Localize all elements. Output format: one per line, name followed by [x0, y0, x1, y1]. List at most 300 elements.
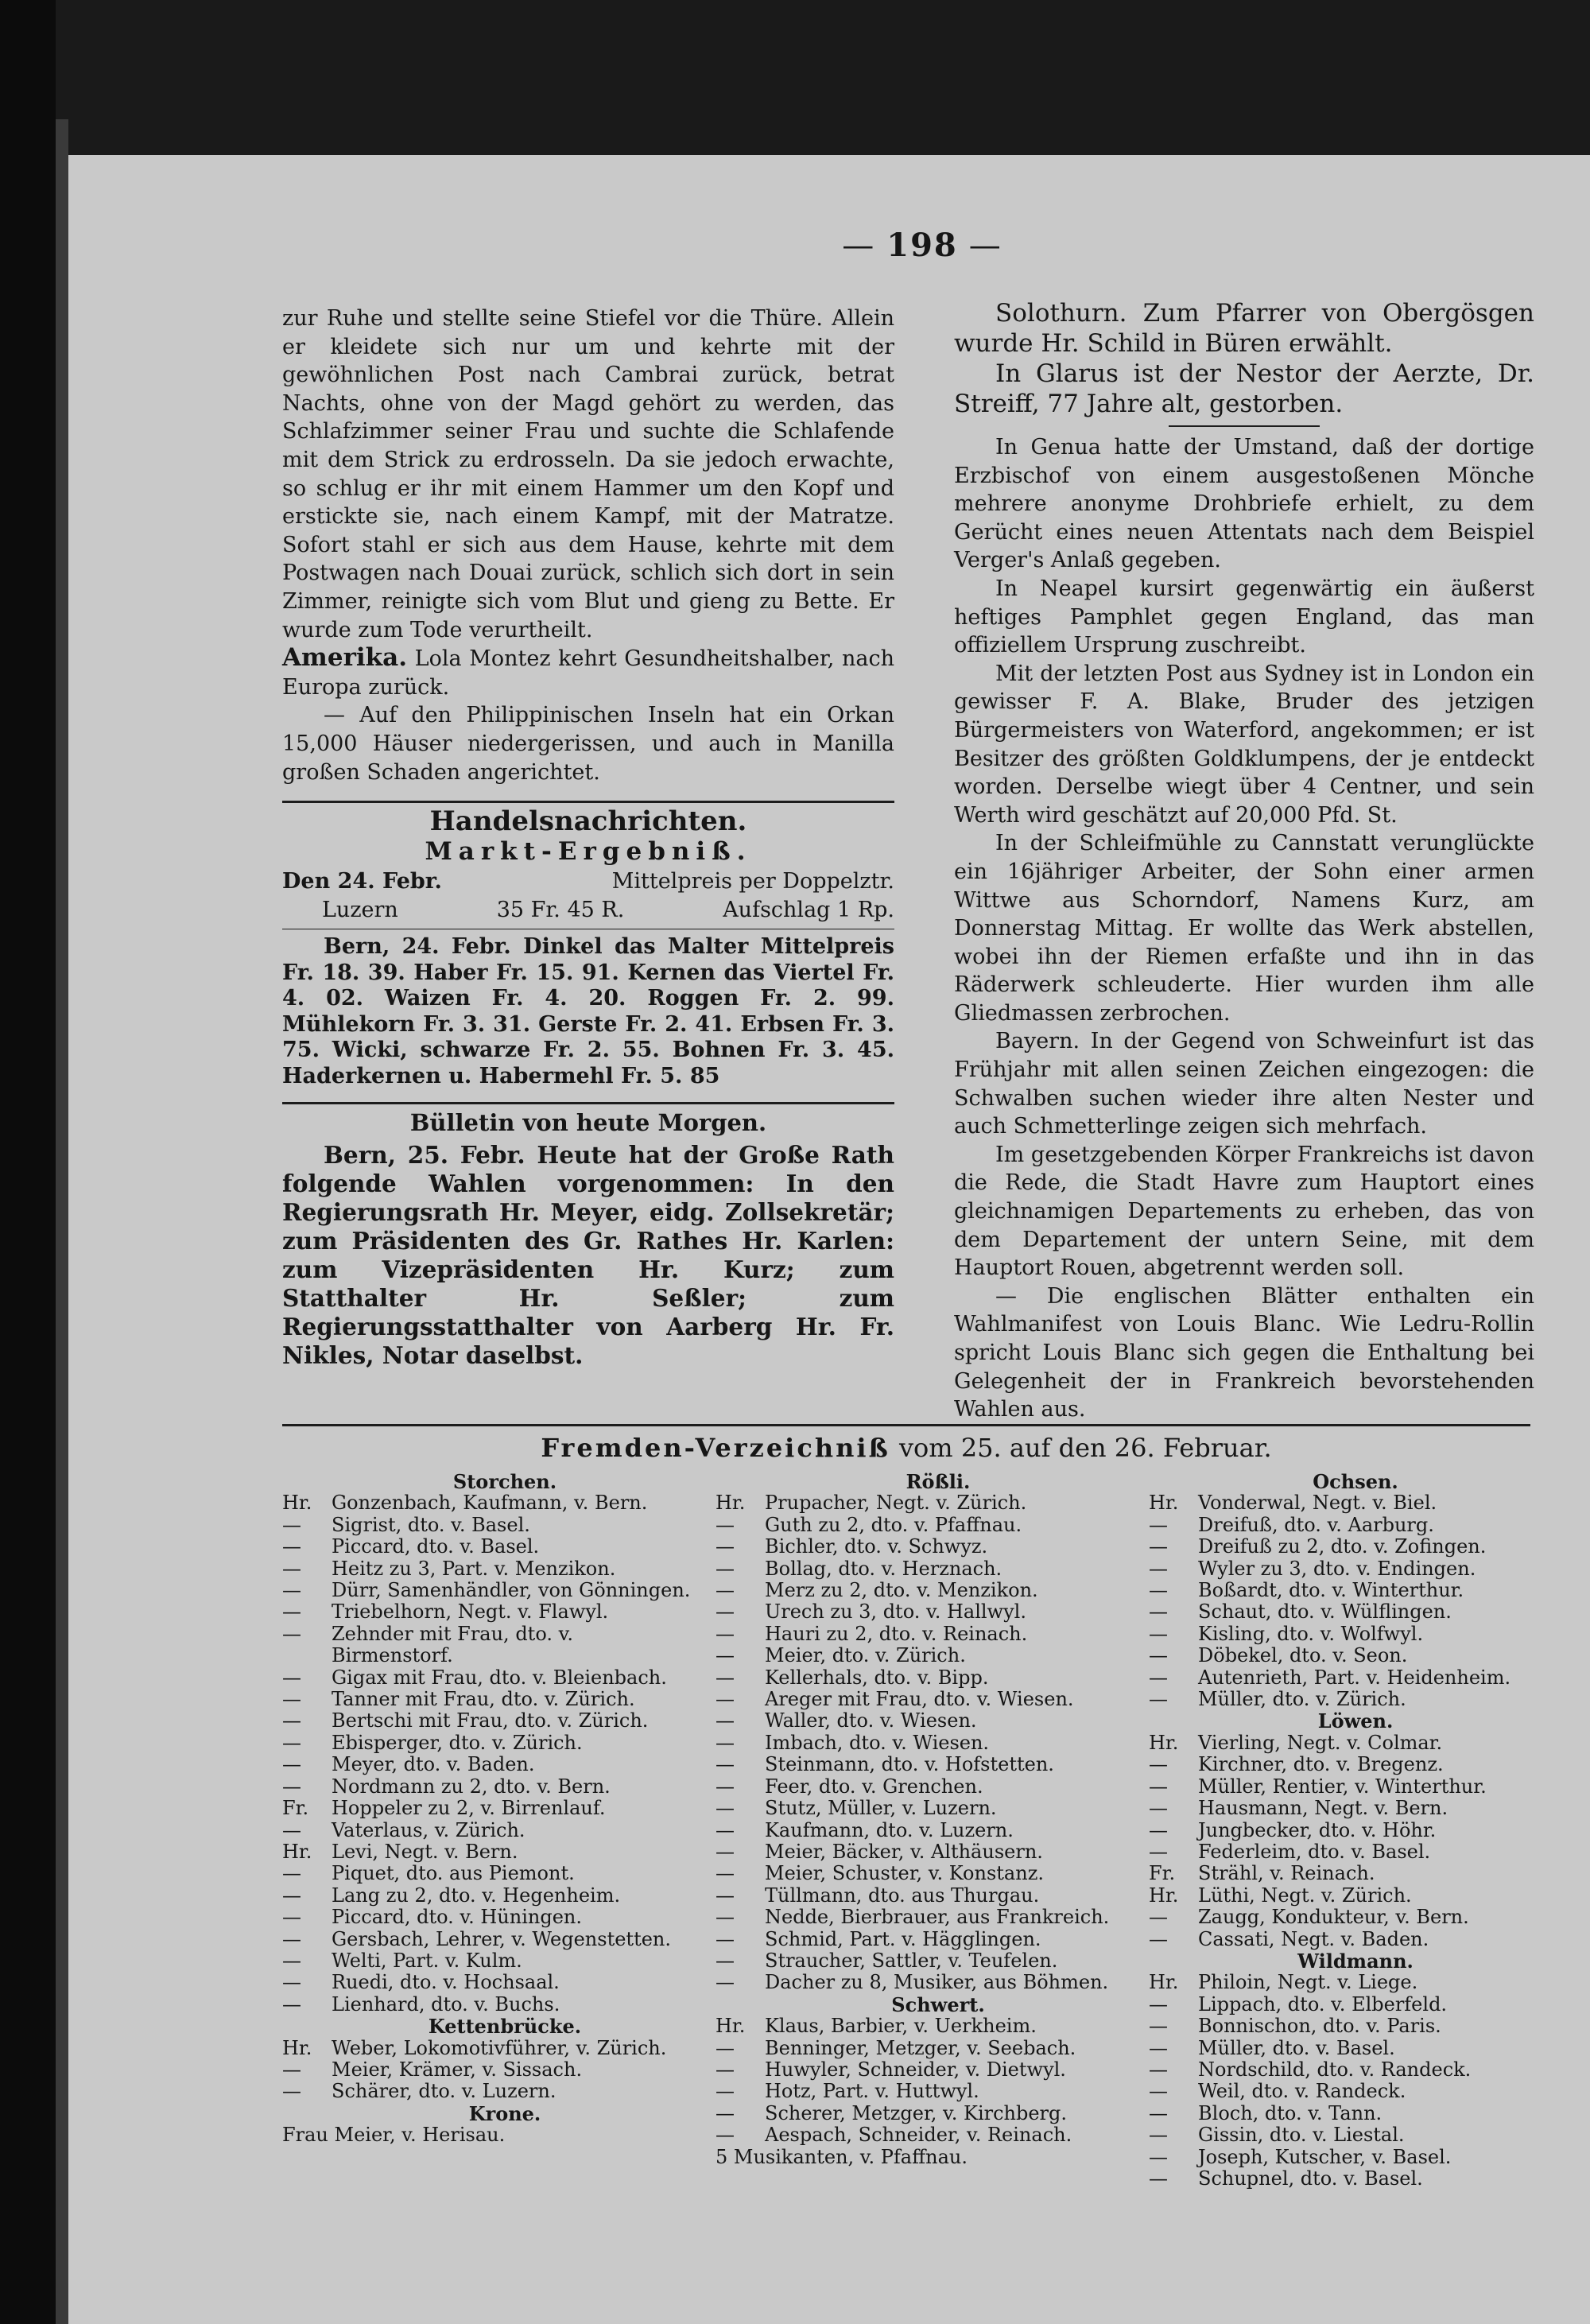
guest-entry [282, 1492, 696, 1514]
glarus-article: In Glarus ist der Nestor der Aerzte, Dr. Streiff, 77 Jahre alt, gestorben. [954, 359, 1534, 418]
guest-prefix: — [282, 1927, 301, 1950]
guest-prefix: — [282, 1535, 301, 1558]
guest-entry [282, 1994, 696, 2016]
guest-entry [282, 1667, 696, 1689]
guest-name: Waller, dto. v. Wiesen. [765, 1709, 977, 1732]
guest-name: Bertschi mit Frau, dto. v. Zürich. [332, 1709, 649, 1732]
guest-name: Dreifuß zu 2, dto. v. Zofingen. [1198, 1535, 1487, 1558]
guest-prefix: — [716, 1775, 735, 1798]
guest-entry [282, 1820, 696, 1841]
guest-entry [716, 2038, 1129, 2059]
guest-entry [282, 1754, 696, 1775]
guest-name: Urech zu 3, dto. v. Hallwyl. [765, 1600, 1026, 1624]
guest-prefix: — [716, 1709, 735, 1732]
guest-name: Nordmann zu 2, dto. v. Bern. [332, 1775, 611, 1798]
fremden-column-2 [716, 1471, 1129, 2190]
guest-name: Federleim, dto. v. Basel. [1198, 1840, 1431, 1863]
guest-name: Döbekel, dto. v. Seon. [1198, 1644, 1408, 1667]
guest-prefix: — [716, 1622, 735, 1645]
guest-entry [1149, 1732, 1530, 1754]
article-divider [1169, 425, 1320, 427]
hotel-heading: Schwert. [891, 1992, 985, 2016]
guest-name: Triebelhorn, Negt. v. Flawyl. [332, 1600, 609, 1624]
book-binding [0, 0, 56, 2324]
guest-entry [1149, 1929, 1530, 1950]
guest-prefix: — [1149, 1535, 1168, 1558]
guest-prefix: — [716, 1840, 735, 1863]
guest-name: Meier, Schuster, v. Konstanz. [765, 1862, 1044, 1885]
guest-entry [1149, 1972, 1530, 1993]
guest-prefix: Hr. [282, 1492, 312, 1515]
guest-entry [716, 2103, 1129, 2124]
guest-entry [1149, 1863, 1530, 1884]
guest-prefix: — [1149, 1666, 1168, 1689]
guest-prefix: — [282, 1862, 301, 1885]
guest-entry [1149, 1907, 1530, 1928]
guest-prefix: — [282, 1600, 301, 1624]
guest-name: Weber, Lokomotivführer, v. Zürich. [332, 2036, 667, 2059]
guest-prefix: — [1149, 1797, 1168, 1820]
guest-name: Wyler zu 3, dto. v. Endingen. [1198, 1557, 1476, 1580]
guest-name: Gissin, dto. v. Liestal. [1198, 2124, 1405, 2147]
hotel-heading: Kettenbrücke. [428, 2015, 582, 2039]
guest-entry [716, 1732, 1129, 1754]
guest-entry [282, 1689, 696, 1710]
guest-prefix: — [716, 1927, 735, 1950]
fremden-column-3 [1149, 1471, 1530, 2190]
neapel-article: In Neapel kursirt gegenwärtig ein äußerst heftiges Pamphlet gegen England, das man offiziellem Ursprung zuschreibt. [954, 576, 1534, 658]
page-edge-shadow [56, 119, 68, 2324]
fremden-verzeichnis [282, 1419, 1530, 2190]
guest-name: Cassati, Negt. v. Baden. [1198, 1927, 1429, 1950]
guest-name: Piccard, dto. v. Basel. [332, 1535, 540, 1558]
guest-prefix: — [716, 1862, 735, 1885]
handel-heading: Handelsnachrichten. [429, 805, 747, 838]
price-row-luzern [282, 896, 894, 925]
guest-prefix: — [1149, 1513, 1168, 1536]
guest-prefix: — [282, 1709, 301, 1732]
guest-entry [1149, 2016, 1530, 2037]
guest-name: Meier, dto. v. Zürich. [765, 1644, 966, 1667]
guest-name: Schupnel, dto. v. Basel. [1198, 2167, 1423, 2190]
guest-prefix: — [716, 1971, 735, 1994]
guest-prefix: — [1149, 1753, 1168, 1776]
guest-name: Bloch, dto. v. Tann. [1198, 2101, 1383, 2124]
guest-prefix: — [282, 1666, 301, 1689]
guest-name: Kaufmann, dto. v. Luzern. [765, 1818, 1014, 1841]
amerika-text: Lola Montez kehrt Gesundheitshalber, nach Europa zurück. [282, 646, 894, 700]
guest-prefix: — [716, 1797, 735, 1820]
philippines-article: — Auf den Philippinischen Inseln hat ein Orkan 15,000 Häuser niedergerissen, und auch in Manilla großen Schaden angerichtet. [282, 703, 894, 785]
hotel-heading: Ochsen. [1313, 1470, 1398, 1493]
guest-entry [1149, 1624, 1530, 1645]
guest-prefix: — [716, 1513, 735, 1536]
guest-name: Tanner mit Frau, dto. v. Zürich. [332, 1688, 635, 1711]
guest-prefix: — [716, 1906, 735, 1929]
guest-prefix: — [282, 1688, 301, 1711]
guest-name: Sigrist, dto. v. Basel. [332, 1513, 530, 1536]
guest-name: Strähl, v. Reinach. [1198, 1862, 1375, 1885]
guest-entry [716, 1580, 1129, 1601]
frankreich-article: Im gesetzgebenden Körper Frankreichs ist davon die Rede, die Stadt Havre zum Hauptort eines gleichnamigen Departements zu erheben, das von dem Departement der untern Seine, mit dem Hauptort Rouen, abgetrennt werden soll. [954, 1142, 1534, 1281]
price-header-row [282, 867, 894, 896]
guest-entry [282, 2124, 696, 2146]
guest-name: Müller, Rentier, v. Winterthur. [1198, 1775, 1487, 1798]
guest-prefix: — [282, 1579, 301, 1602]
guest-prefix: Hr. [716, 1492, 746, 1515]
guest-name: Jungbecker, dto. v. Höhr. [1198, 1818, 1437, 1841]
guest-entry [1149, 1820, 1530, 1841]
guest-prefix: — [282, 1818, 301, 1841]
markt-heading: Markt-Ergebniß. [425, 836, 752, 866]
guest-name: Klaus, Barbier, v. Uerkheim. [765, 2015, 1037, 2038]
guest-name: Hauri zu 2, dto. v. Reinach. [765, 1622, 1028, 1645]
fremden-title [282, 1433, 1530, 1463]
guest-prefix: — [282, 1622, 301, 1645]
guest-name: Levi, Negt. v. Bern. [332, 1840, 518, 1863]
guest-prefix: — [282, 1753, 301, 1776]
guest-name: Piquet, dto. aus Piemont. [332, 1862, 575, 1885]
guest-prefix: Fr. [1149, 1862, 1176, 1885]
guest-name: Areger mit Frau, dto. v. Wiesen. [765, 1688, 1074, 1711]
solothurn-article: Solothurn. Zum Pfarrer von Obergösgen wurde Hr. Schild in Büren erwählt. [954, 299, 1534, 358]
hotel-heading: Löwen. [1317, 1709, 1394, 1733]
wahlmanifest-article: — Die englischen Blätter enthalten ein Wahlmanifest von Louis Blanc. Wie Ledru-Rollin spricht Louis Blanc sich gegen die Enthaltung bei Gelegenheit der in Frankreich bevorstehenden Wahlen aus. [954, 1283, 1534, 1422]
guest-name: Lüthi, Negt. v. Zürich. [1198, 1884, 1412, 1907]
guest-name: Scherer, Metzger, v. Kirchberg. [765, 2101, 1068, 2124]
guest-entry [716, 1667, 1129, 1689]
guest-prefix: — [716, 2124, 735, 2147]
guest-entry [1149, 2124, 1530, 2146]
guest-prefix: — [716, 1818, 735, 1841]
price-value: 35 Fr. 45 R. [496, 897, 625, 922]
guest-prefix: — [1149, 1622, 1168, 1645]
price-date: Den 24. Febr. [282, 869, 442, 894]
guest-name: Gersbach, Lehrer, v. Wegenstetten. [332, 1927, 672, 1950]
guest-prefix: — [716, 1753, 735, 1776]
guest-prefix: — [282, 1731, 301, 1754]
guest-name: Stutz, Müller, v. Luzern. [765, 1797, 997, 1820]
guest-entry [282, 1624, 696, 1667]
guest-entry [716, 1907, 1129, 1928]
guest-name: Vaterlaus, v. Zürich. [332, 1818, 525, 1841]
guest-prefix: — [1149, 1644, 1168, 1667]
guest-entry [716, 2016, 1129, 2037]
guest-entry [1149, 1558, 1530, 1580]
hotel-heading: Krone. [468, 2101, 541, 2125]
guest-prefix: — [1149, 1927, 1168, 1950]
guest-name: Hausmann, Negt. v. Bern. [1198, 1797, 1448, 1820]
guest-name: Boßardt, dto. v. Winterthur. [1198, 1579, 1464, 1602]
guest-prefix: — [1149, 2015, 1168, 2038]
guest-prefix: — [716, 1949, 735, 1972]
guest-entry [716, 1624, 1129, 1645]
guest-entry [1149, 1536, 1530, 1558]
guest-name: Feer, dto. v. Grenchen. [765, 1775, 983, 1798]
guest-entry [282, 1536, 696, 1558]
guest-name: Dacher zu 8, Musiker, aus Böhmen. [765, 1971, 1109, 1994]
guest-prefix: — [282, 2080, 301, 2103]
guest-entry [282, 1972, 696, 1993]
guest-name: Guth zu 2, dto. v. Pfaffnau. [765, 1513, 1022, 1536]
guest-entry [282, 1929, 696, 1950]
guest-name: Autenrieth, Part. v. Heidenheim. [1198, 1666, 1511, 1689]
guest-entry [282, 1710, 696, 1732]
guest-name: Ruedi, dto. v. Hochsaal. [332, 1971, 560, 1994]
guest-prefix: — [1149, 2124, 1168, 2147]
guest-name: Weil, dto. v. Randeck. [1198, 2080, 1406, 2103]
guest-prefix: Hr. [1149, 1884, 1179, 1907]
guest-name: Meier, Bäcker, v. Althäusern. [765, 1840, 1043, 1863]
guest-prefix: — [1149, 2036, 1168, 2059]
guest-prefix: — [282, 1906, 301, 1929]
guest-entry [282, 1776, 696, 1798]
guest-name: Philoin, Negt. v. Liege. [1198, 1971, 1418, 1994]
guest-entry [282, 2081, 696, 2102]
guest-prefix: — [1149, 1775, 1168, 1798]
price-change: Aufschlag 1 Rp. [723, 897, 894, 922]
guest-entry [282, 1601, 696, 1623]
guest-prefix: — [282, 1992, 301, 2016]
guest-entry [716, 1841, 1129, 1863]
guest-prefix: Fr. [282, 1797, 309, 1820]
guest-name: Kirchner, dto. v. Bregenz. [1198, 1753, 1444, 1776]
guest-entry [1149, 1667, 1530, 1689]
guest-name: 5 Musikanten, v. Pfaffnau. [716, 2145, 968, 2168]
guest-entry [282, 1885, 696, 1907]
guest-entry [1149, 1580, 1530, 1601]
guest-name: Dürr, Samenhändler, von Gönningen. [332, 1579, 691, 1602]
guest-entry [1149, 1798, 1530, 1819]
guest-entry [1149, 1601, 1530, 1623]
guest-entry [716, 1950, 1129, 1972]
guest-prefix: — [716, 1688, 735, 1711]
guest-prefix: — [1149, 2080, 1168, 2103]
guest-name: Joseph, Kutscher, v. Basel. [1198, 2145, 1452, 2168]
guest-name: Hoppeler zu 2, v. Birrenlauf. [332, 1797, 606, 1820]
guest-entry [282, 1950, 696, 1972]
page-number-value: 198 [886, 227, 958, 264]
guest-name: Zaugg, Kondukteur, v. Bern. [1198, 1906, 1469, 1929]
guest-entry [716, 1972, 1129, 1993]
guest-entry [1149, 2103, 1530, 2124]
guest-entry [716, 1515, 1129, 1536]
guest-prefix: Hr. [1149, 1492, 1179, 1515]
guest-name: Schmid, Part. v. Hägglingen. [765, 1927, 1041, 1950]
guest-entry [1149, 1994, 1530, 2016]
guest-entry [282, 1841, 696, 1863]
guest-entry [1149, 1841, 1530, 1863]
guest-name: Zehnder mit Frau, dto. v. Birmenstorf. [332, 1622, 573, 1667]
bulletin-heading: Bülletin von heute Morgen. [409, 1109, 767, 1137]
guest-entry [716, 1492, 1129, 1514]
guest-entry [716, 2081, 1129, 2102]
guest-prefix: Hr. [282, 1840, 312, 1863]
guest-entry [282, 1732, 696, 1754]
guest-prefix: — [1149, 1579, 1168, 1602]
guest-entry [282, 1515, 696, 1536]
guest-entry [716, 1885, 1129, 1907]
guest-entry [716, 1536, 1129, 1558]
fremden-columns [282, 1471, 1530, 2190]
guest-prefix: — [1149, 1557, 1168, 1580]
bayern-article: Bayern. In der Gegend von Schweinfurt ist das Frühjahr mit allen seinen Zeichen eingezogen: die Schwalben suchen wieder ihre alten Nester und auch Schmetterlinge zeigen sich mehrfach. [954, 1029, 1534, 1139]
guest-name: Bonnischon, dto. v. Paris. [1198, 2015, 1441, 2038]
guest-prefix: — [1149, 2145, 1168, 2168]
hotel-heading: Rößli. [906, 1470, 971, 1493]
guest-entry [716, 1776, 1129, 1798]
guest-entry [716, 1645, 1129, 1666]
guest-prefix: — [1149, 1992, 1168, 2016]
guest-name: Bichler, dto. v. Schwyz. [765, 1535, 988, 1558]
guest-prefix: — [1149, 1818, 1168, 1841]
guest-prefix: — [282, 1884, 301, 1907]
guest-entry [716, 2124, 1129, 2146]
guest-prefix: — [716, 1579, 735, 1602]
guest-name: Schärer, dto. v. Luzern. [332, 2080, 556, 2103]
guest-entry [716, 1929, 1129, 1950]
guest-prefix: — [1149, 2101, 1168, 2124]
guest-name: Müller, dto. v. Zürich. [1198, 1688, 1406, 1711]
guest-name: Nordschild, dto. v. Randeck. [1198, 2058, 1472, 2081]
fremden-title-rest: vom 25. auf den 26. Februar. [898, 1433, 1272, 1463]
guest-entry [1149, 1515, 1530, 1536]
section-divider [282, 801, 894, 803]
guest-entry [716, 1558, 1129, 1580]
guest-prefix: — [716, 1884, 735, 1907]
guest-prefix: — [716, 1666, 735, 1689]
guest-entry [282, 1863, 696, 1884]
guest-entry [716, 1798, 1129, 1819]
hotel-heading: Storchen. [452, 1470, 557, 1493]
guest-name: Vierling, Negt. v. Colmar. [1198, 1731, 1443, 1754]
guest-prefix: — [1149, 2058, 1168, 2081]
price-header: Mittelpreis per Doppelztr. [611, 869, 894, 894]
genua-article: In Genua hatte der Umstand, daß der dortige Erzbischof von einem ausgestoßenen Mönche mehrere anonyme Drohbriefe erhielt, zu dem Gerücht eines neuen Attentats nach dem Beispiel Verger's Anlaß gegeben. [954, 435, 1534, 573]
guest-name: Piccard, dto. v. Hüningen. [332, 1906, 582, 1929]
guest-entry [716, 1601, 1129, 1623]
guest-prefix: — [716, 2036, 735, 2059]
fremden-title-main: Fremden-Verzeichniß [541, 1433, 890, 1463]
guest-name: Aespach, Schneider, v. Reinach. [765, 2124, 1072, 2147]
guest-prefix: — [1149, 1906, 1168, 1929]
page-number: — 198 — [842, 227, 1002, 264]
guest-prefix: — [282, 1513, 301, 1536]
guest-name: Straucher, Sattler, v. Teufelen. [765, 1949, 1058, 1972]
guest-entry [1149, 2081, 1530, 2102]
guest-name: Kellerhals, dto. v. Bipp. [765, 1666, 989, 1689]
guest-entry [1149, 1645, 1530, 1666]
bulletin-text: Bern, 25. Febr. Heute hat der Große Rath folgende Wahlen vorgenommen: In den Regierungsrath Hr. Meyer, eidg. Zollsekretär; zum Präsidenten des Gr. Rathes Hr. Karlen: zum Vizepräsidenten Hr. Kurz; zum Statthalter Hr. Seßler; zum Regierungsstatthalter von Aarberg Hr. Fr. Nikles, Notar daselbst. [282, 1141, 894, 1370]
guest-name: Nedde, Bierbrauer, aus Frankreich. [765, 1906, 1110, 1929]
guest-entry [716, 1710, 1129, 1732]
guest-prefix: Hr. [1149, 1971, 1179, 1994]
guest-entry [1149, 1492, 1530, 1514]
guest-prefix: Hr. [1149, 1731, 1179, 1754]
guest-name: Vonderwal, Negt. v. Biel. [1198, 1492, 1437, 1515]
guest-prefix: — [1149, 1688, 1168, 1711]
guest-prefix: — [1149, 1840, 1168, 1863]
cannstatt-article: In der Schleifmühle zu Cannstatt verunglückte ein 16jähriger Arbeiter, der Sohn einer armen Wittwe aus Schorndorf, Namens Kurz, am Donnerstag Mittag. Er wollte das Werk abstellen, wobei ihn der Riemen erfaßte und ihn in das Räderwerk schleuderte. Hier wurden ihm alle Gliedmassen zerbrochen. [954, 831, 1534, 1026]
guest-prefix: — [716, 1557, 735, 1580]
guest-prefix: — [716, 1600, 735, 1624]
hotel-heading: Wildmann. [1297, 1949, 1414, 1973]
left-column [282, 305, 894, 1370]
guest-name: Hotz, Part. v. Huttwyl. [765, 2080, 979, 2103]
guest-entry [1149, 2038, 1530, 2059]
guest-entry [1149, 1885, 1530, 1907]
guest-entry [1149, 1754, 1530, 1775]
guest-entry [716, 1754, 1129, 1775]
guest-name: Frau Meier, v. Herisau. [282, 2124, 506, 2147]
fremden-top-rule [282, 1424, 1530, 1426]
guest-entry [716, 1820, 1129, 1841]
guest-prefix: — [716, 1731, 735, 1754]
guest-name: Merz zu 2, dto. v. Menzikon. [765, 1579, 1038, 1602]
guest-name: Lang zu 2, dto. v. Hegenheim. [332, 1884, 621, 1907]
guest-name: Imbach, dto. v. Wiesen. [765, 1731, 990, 1754]
guest-name: Lippach, dto. v. Elberfeld. [1198, 1992, 1448, 2016]
guest-name: Lienhard, dto. v. Buchs. [332, 1992, 560, 2016]
guest-entry [716, 2147, 1129, 2168]
guest-entry [1149, 2147, 1530, 2168]
guest-name: Ebisperger, dto. v. Zürich. [332, 1731, 583, 1754]
guest-name: Schaut, dto. v. Wülflingen. [1198, 1600, 1452, 1624]
guest-prefix: — [716, 2101, 735, 2124]
guest-name: Gigax mit Frau, dto. v. Bleienbach. [332, 1666, 667, 1689]
bulletin-divider [282, 1102, 894, 1104]
guest-name: Meyer, dto. v. Baden. [332, 1753, 535, 1776]
guest-entry [716, 2059, 1129, 2081]
guest-name: Heitz zu 3, Part. v. Menzikon. [332, 1557, 616, 1580]
guest-prefix: — [716, 2080, 735, 2103]
guest-prefix: — [716, 1644, 735, 1667]
guest-entry [716, 1689, 1129, 1710]
guest-name: Welti, Part. v. Kulm. [332, 1949, 522, 1972]
guest-name: Meier, Krämer, v. Sissach. [332, 2058, 583, 2081]
guest-entry [716, 1863, 1129, 1884]
guest-prefix: Hr. [282, 2036, 312, 2059]
guest-entry [282, 1558, 696, 1580]
guest-entry [1149, 2168, 1530, 2190]
guest-name: Bollag, dto. v. Herznach. [765, 1557, 1002, 1580]
guest-prefix: Hr. [716, 2015, 746, 2038]
fremden-column-1 [282, 1471, 696, 2190]
guest-prefix: — [1149, 2167, 1168, 2190]
guest-name: Steinmann, dto. v. Hofstetten. [765, 1753, 1054, 1776]
guest-entry [282, 1580, 696, 1601]
guest-prefix: — [716, 1535, 735, 1558]
guest-entry [282, 1907, 696, 1928]
amerika-label: Amerika. [282, 643, 408, 673]
amerika-article [282, 644, 894, 701]
guest-entry [1149, 1689, 1530, 1710]
guest-entry [1149, 2059, 1530, 2081]
guest-name: Kisling, dto. v. Wolfwyl. [1198, 1622, 1424, 1645]
guest-name: Dreifuß, dto. v. Aarburg. [1198, 1513, 1434, 1536]
price-city: Luzern [322, 897, 398, 922]
guest-name: Müller, dto. v. Basel. [1198, 2036, 1395, 2059]
guest-prefix: — [716, 2058, 735, 2081]
guest-prefix: — [1149, 1600, 1168, 1624]
guest-name: Huwyler, Schneider, v. Dietwyl. [765, 2058, 1066, 2081]
sydney-article: Mit der letzten Post aus Sydney ist in London ein gewisser F. A. Blake, Bruder des jetzigen Bürgermeisters von Waterford, angekommen; er ist Besitzer des größten Goldklumpens, der je entdeckt worden. Derselbe wiegt über 4 Centner, und sein Werth wird geschätzt auf 20,000 Pfd. St. [954, 661, 1534, 828]
right-column [954, 298, 1534, 1424]
guest-prefix: — [282, 1949, 301, 1972]
guest-prefix: — [282, 1971, 301, 1994]
guest-entry [282, 2059, 696, 2081]
guest-entry [1149, 1776, 1530, 1798]
